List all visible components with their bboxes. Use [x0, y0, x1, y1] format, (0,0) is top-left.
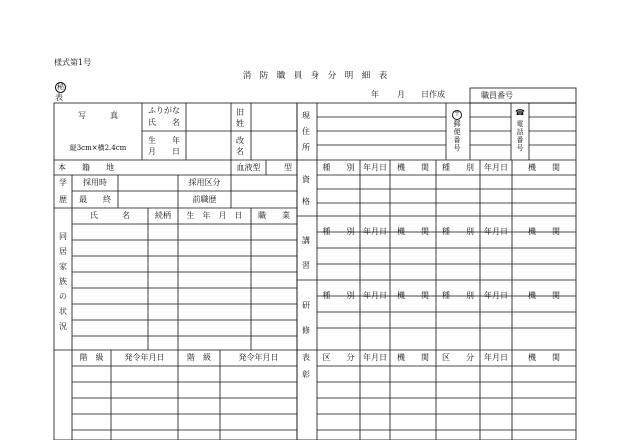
commendation-header-2: 年月日 — [363, 353, 387, 362]
old-surname-1: 旧 — [236, 108, 244, 117]
education-side-1: 学 — [59, 178, 67, 187]
rank-header-3: 階 級 — [187, 353, 211, 362]
qual-header-1: 種 別 — [322, 163, 355, 172]
family-side-2: 居 — [59, 247, 67, 256]
training-side-1: 講 — [302, 236, 310, 245]
hire-time-label: 採用時 — [83, 178, 107, 187]
training-header-1: 種 別 — [322, 227, 355, 236]
family-header-occupation: 職 業 — [258, 211, 290, 220]
commendation-side-2: 彰 — [302, 370, 310, 379]
blood-type-unit: 型 — [284, 163, 292, 172]
research-side-1: 研 — [302, 301, 310, 310]
domicile-label: 本 籍 地 — [58, 163, 114, 172]
commendation-header-5: 年月日 — [484, 353, 508, 362]
qual-header-6: 機 関 — [528, 163, 560, 172]
postal-code-4: 号 — [453, 144, 461, 152]
training-header-5: 年月日 — [484, 227, 508, 236]
family-header-name: 氏 名 — [90, 211, 130, 220]
address-side-1: 現 — [302, 111, 310, 120]
old-surname-2: 姓 — [236, 119, 244, 128]
furigana-label: ふりがな — [148, 106, 180, 115]
research-header-6: 機 関 — [528, 291, 560, 300]
phone-number-1: 電 — [516, 120, 524, 128]
commendation-header-1: 区 分 — [322, 353, 355, 362]
address-side-2: 住 — [302, 127, 310, 136]
photo-label: 写 真 — [78, 111, 118, 120]
training-header-3: 機 関 — [397, 227, 429, 236]
family-side-3: 家 — [59, 262, 67, 271]
research-header-3: 機 関 — [397, 291, 429, 300]
family-side-7: 況 — [59, 322, 67, 331]
postal-code-1: 郵 — [453, 120, 461, 128]
name-change-1: 改 — [236, 136, 244, 145]
right-block-border — [297, 103, 576, 440]
qual-header-5: 年月日 — [484, 163, 508, 172]
family-side-5: の — [59, 292, 67, 301]
commendation-header-6: 機 関 — [528, 353, 560, 362]
research-header-1: 種 別 — [322, 291, 355, 300]
postal-code-3: 番 — [453, 136, 461, 144]
research-side-2: 修 — [302, 326, 310, 335]
training-header-6: 機 関 — [528, 227, 560, 236]
qualification-side-2: 格 — [302, 197, 310, 206]
family-side-4: 族 — [59, 277, 67, 286]
date-created: 日作成 — [421, 90, 445, 99]
secret-mark: 秘 — [57, 83, 64, 91]
research-header-5: 年月日 — [484, 291, 508, 300]
rank-header-2: 発令年月日 — [124, 353, 165, 362]
research-header-4: 種 別 — [442, 291, 474, 300]
staff-number-label: 職員番号 — [481, 91, 513, 100]
table-char: 表 — [55, 93, 63, 102]
phone-number-4: 号 — [516, 144, 524, 152]
education-side-2: 歴 — [59, 195, 67, 204]
hire-category-label: 採用区分 — [188, 178, 221, 187]
photo-size: 縦3cm×横2.4cm — [69, 144, 127, 152]
qual-header-3: 機 関 — [397, 163, 429, 172]
training-header-2: 年月日 — [363, 227, 387, 236]
family-side-6: 状 — [59, 307, 67, 316]
postal-mark-icon: 〒 — [453, 111, 460, 118]
name-change-2: 名 — [236, 147, 244, 156]
date-month: 月 — [397, 90, 405, 99]
commendation-side-1: 表 — [302, 353, 310, 362]
address-side-3: 所 — [302, 143, 310, 152]
blood-type-label: 血液型 — [236, 163, 261, 172]
qualification-side-1: 資 — [302, 175, 310, 184]
form-number: 様式第1号 — [54, 58, 92, 67]
family-header-relation: 続柄 — [155, 211, 171, 220]
family-header-birthdate: 生 年 月 日 — [186, 211, 243, 220]
qual-header-2: 年月日 — [363, 163, 387, 172]
phone-number-3: 番 — [516, 136, 524, 144]
training-header-4: 種 別 — [442, 227, 474, 236]
family-side-1: 同 — [59, 232, 67, 241]
birth-label-2: 月 日 — [148, 147, 180, 156]
prev-job-label: 前職歴 — [192, 195, 217, 204]
research-header-2: 年月日 — [363, 291, 387, 300]
phone-number-2: 話 — [516, 128, 524, 136]
date-year: 年 — [371, 90, 379, 99]
birth-label-1: 生 年 — [148, 136, 180, 145]
postal-code-2: 便 — [453, 128, 461, 136]
qual-header-4: 種 別 — [442, 163, 474, 172]
name-label: 氏 名 — [148, 118, 180, 127]
form-title: 消 防 職 員 身 分 明 細 表 — [242, 71, 388, 81]
rank-header-1: 階 級 — [79, 353, 104, 362]
commendation-header-4: 区 分 — [442, 353, 474, 362]
phone-icon: ☎ — [515, 108, 525, 117]
final-education-label: 最 終 — [79, 195, 111, 204]
training-side-2: 習 — [302, 261, 310, 270]
rank-header-4: 発令年月日 — [238, 353, 279, 362]
commendation-header-3: 機 関 — [397, 353, 429, 362]
